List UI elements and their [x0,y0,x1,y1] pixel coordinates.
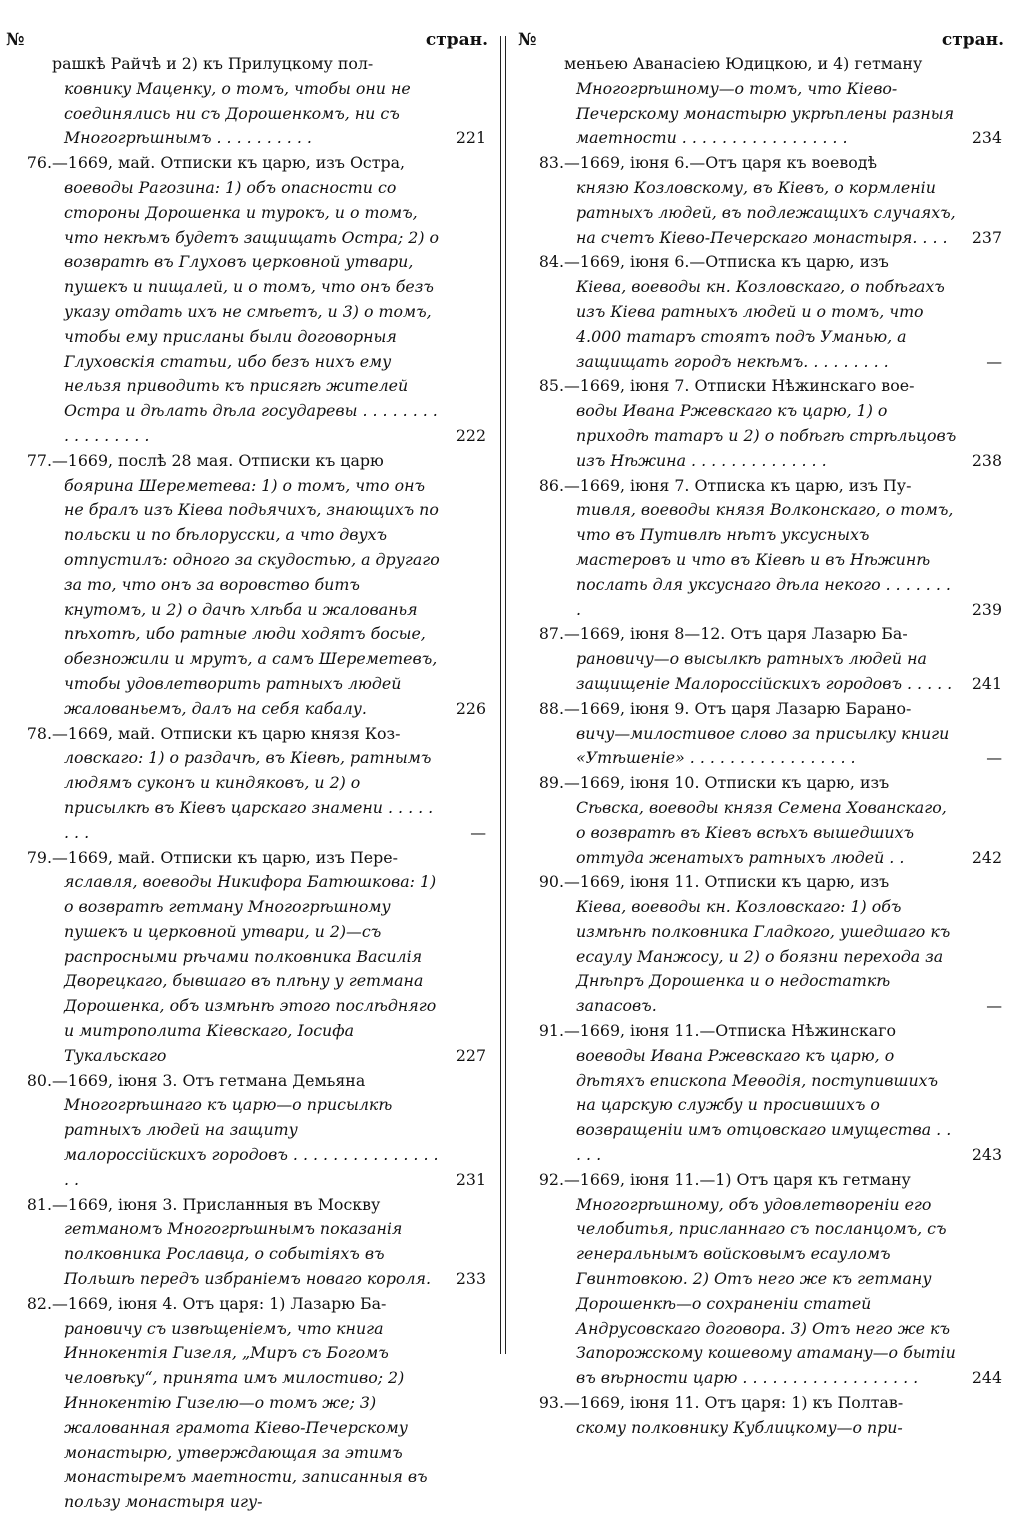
entry-first-line: —1669, май. Отписки къ царю князя Коз- [52,723,401,743]
right-column-header [518,30,1008,52]
entry-page-number: 238 [971,450,1002,470]
entry-number: 79. [26,847,52,867]
entry-description: рановичу—о высылкѣ ратныхъ людей на защищеніе Малороссійскихъ городовъ . . . . . [576,649,953,693]
entry-description: Кіева, воеводы кн. Козловскаго: 1) объ измѣнѣ полковника Гладкого, ушедшаго къ есаулу Манжосу, и 2) о боязни перехода за Днѣпръ Дорошенка и о недостаткѣ запасовъ. [576,897,951,1016]
entry-page-number: 226 [455,698,486,718]
entry-first-line: —1669, іюня 3. Отъ гетмана Демьяна [52,1070,366,1090]
entry-first-line: —1669, іюня 7. Отписки Нѣжинскаго вое- [564,376,915,396]
entry-first-line: —1669, іюня 11. Отписки къ царю, изъ [564,872,890,892]
entry-page-number: 233 [455,1269,486,1289]
entry-page-number: 244 [971,1368,1002,1388]
entry-description: боярина Шереметева: 1) о томъ, что онъ не бралъ изъ Кіева подьячихъ, знающихъ по польски и по бѣлорусски, а что двухъ отпустилъ: одного за скудостью, а другаго за то, что онъ за воровство битъ кнутомъ, и 2) о дачѣ хлѣба и жалованья пѣхотѣ, ибо ратные люди ходятъ босые, обезножили и мрутъ, а самъ Шереметевъ, чтобы удовлетворить ратныхъ людей жалованьемъ, далъ на себя кабалу. [64,475,440,718]
entry-page-number: 237 [971,227,1002,247]
entry-first-line: —1669, май. Отписки къ царю, изъ Пере- [52,847,398,867]
entry-number: 83. [538,153,564,173]
entry-page-number: 222 [455,425,486,445]
entry-page-number: 227 [455,1045,486,1065]
entry-number: 86. [538,475,564,495]
toc-entry [518,250,1008,374]
toc-entry [6,449,492,722]
column-divider [500,36,501,1354]
toc-entry [518,1019,1008,1168]
entry-page-number: 221 [455,128,486,148]
entry-number: 78. [26,723,52,743]
entry-number-heading: № [6,30,25,50]
page-heading: стран. [425,30,488,50]
toc-entry [6,1193,492,1292]
entry-number: 87. [538,624,564,644]
entry-number: 82. [26,1293,52,1313]
entry-description: тивля, воеводы князя Волконскаго, о томъ, что въ Путивлѣ нѣтъ уксусныхъ мастеровъ и что въ Кіевѣ и въ Нѣжинѣ послать для уксуснаго дѣла некого . . . . . . . . [576,500,954,619]
entry-description: рановичу съ извѣщеніемъ, что книга Иннокентія Гизеля, „Миръ съ Богомъ человѣку“, принята имъ милостиво; 2) Иннокентію Гизелю—о томъ же; 3) жалованная грамота Кіево-Печерскому монастырю, утверждающая за этимъ монастыремъ маетности, записанныя въ пользу монастыря игу- [64,1318,428,1512]
entry-page-number: 242 [971,847,1002,867]
entry-number: 89. [538,773,564,793]
entry-number: 90. [538,872,564,892]
entry-first-line: —1669, іюня 11. Отъ царя: 1) къ Полтав- [564,1393,904,1413]
entry-description: воеводы Рагозина: 1) объ опасности со стороны Дорошенка и турокъ, и о томъ, что некѣмъ будетъ защищать Остра; 2) о возвратѣ въ Глуховъ церковной утвари, пушекъ и пищалей, и о томъ, что онъ безъ указу отдать ихъ не смѣетъ, и 3) о томъ, чтобы ему присланы были договорныя Глуховскія статьи, ибо безъ нихъ ему нельзя приводить къ присягѣ жителей Остра и дѣлать дѣла государевы . . . . . . . . . . . . . . . . . [64,177,440,445]
entry-first-line: —1669, іюня 7. Отписка къ царю, изъ Пу- [564,475,912,495]
toc-entry [518,771,1008,870]
entry-description: ковнику Маценку, о томъ, чтобы они не соединялись ни съ Дорошенкомъ, ни съ Многогрѣшнымъ . . . . . . . . . . [64,78,411,148]
right-column [518,30,1008,1441]
entry-page-number: — [470,822,486,842]
entry-number: 92. [538,1169,564,1189]
left-column [6,30,492,1515]
entry-first-line: —1669, послѣ 28 мая. Отписки къ царю [52,450,384,470]
toc-entry [518,374,1008,473]
entry-first-line: —1669, іюня 10. Отписки къ царю, изъ [564,773,890,793]
entry-first-line: —1669, іюня 6.—Отъ царя къ воеводѣ [564,153,878,173]
entry-description: воеводы Ивана Ржевскаго къ царю, о дѣтяхъ епископа Меѳодія, поступившихъ на царскую службу и просившихъ о возвращеніи имъ отцовскаго имущества . . . . . [576,1045,952,1165]
entry-page-number: 241 [971,673,1002,693]
entry-description: Многогрѣшнаго къ царю—о присылкѣ ратныхъ людей на защиту малороссійскихъ городовъ . . . . . . . . . . . . . . . . . [64,1095,439,1189]
entry-page-number: 231 [455,1169,486,1189]
entry-first-line: —1669, іюня 11.—Отписка Нѣжинскаго [564,1021,897,1041]
entry-number: 91. [538,1021,564,1041]
entry-first-line: —1669, іюня 11.—1) Отъ царя къ гетману [564,1169,911,1189]
entry-page-number: 234 [971,128,1002,148]
entry-number-heading: № [518,30,537,50]
entry-description: воды Ивана Ржевскаго къ царю, 1) о приходѣ татаръ и 2) о побѣгѣ стрѣльцовъ изъ Нѣжина . . . . . . . . . . . . . . [576,401,957,470]
toc-entry [518,1168,1008,1391]
entry-description: князю Козловскому, въ Кіевъ, о кормленіи ратныхъ людей, въ подлежащихъ случаяхъ, на счетъ Кіево-Печерскаго монастыря. . . . [576,177,956,247]
entry-first-line: —1669, іюня 6.—Отписка къ царю, изъ [564,252,889,272]
entry-number: 88. [538,698,564,718]
entry-first-line: рашкѣ Райчѣ и 2) къ Прилуцкому пол- [52,54,374,73]
toc-entry [6,1069,492,1193]
toc-entry [6,151,492,449]
entry-first-line: —1669, іюня 3. Присланныя въ Москву [52,1194,381,1214]
right-entries [518,52,1008,1441]
entry-number: 77. [26,450,52,470]
entry-number: 93. [538,1393,564,1413]
entry-page-number: — [986,748,1002,768]
left-column-header [6,30,492,52]
entry-description: Многогрѣшному, объ удовлетвореніи его челобитья, присланнаго съ посланцомъ, съ генеральнымъ войсковымъ есауломъ Гвинтовкою. 2) Отъ него же къ гетману Дорошенкѣ—о сохраненіи статей Андрусовскаго договора. 3) Отъ него же къ Запорожскому кошевому атаману—о бытіи въ вѣрности царю . . . . . . . . . . . . . . . . . . [576,1194,956,1388]
toc-entry [518,474,1008,623]
entry-number: 84. [538,252,564,272]
entry-first-line: —1669, іюня 4. Отъ царя: 1) Лазарю Ба- [52,1293,387,1313]
entry-description: Кіева, воеводы кн. Козловскаго, о побѣгахъ изъ Кіева ратныхъ людей и о томъ, что 4.000 татаръ стоятъ подъ Уманью, а защищать городъ некѣмъ. . . . . . . . . [576,277,945,371]
entry-description: вичу—милостивое слово за присылку книги «Утѣшеніе» . . . . . . . . . . . . . . . . . [576,723,950,768]
page-heading: стран. [941,30,1004,50]
toc-entry [6,846,492,1069]
toc-entry [518,1391,1008,1441]
entry-description: скому полковнику Кублицкому—о при- [576,1417,903,1437]
entry-description: Многогрѣшному—о томъ, что Кіево-Печерскому монастырю укрѣплены разныя маетности . . . . . . . . . . . . . . . . . [576,78,955,148]
entry-number: 85. [538,376,564,396]
entry-first-line: —1669, май. Отписки къ царю, изъ Остра, [52,153,406,173]
entry-page-number: 239 [971,599,1002,619]
entry-description: яславля, воеводы Никифора Батюшкова: 1) о возвратѣ гетману Многогрѣшному пушекъ и церковной утвари, и 2)—съ распросными рѣчами полковника Василія Дворецкаго, бывшаго въ плѣну у гетмана Дорошенка, объ измѣнѣ этого послѣдняго и митрополита Кіевскаго, Іосифа Тукальскаго [64,872,437,1065]
toc-entry [518,697,1008,771]
entry-number: 76. [26,153,52,173]
entry-number: 80. [26,1070,52,1090]
column-divider [505,36,506,1354]
entry-first-line: меньею Аванасіею Юдицкою, и 4) гетману [564,54,923,73]
toc-entry [518,622,1008,696]
entry-page-number: — [986,996,1002,1016]
toc-entry [6,722,492,846]
entry-first-line: —1669, іюня 9. Отъ царя Лазарю Барано- [564,698,912,718]
toc-entry [6,52,492,151]
entry-number: 81. [26,1194,52,1214]
entry-description: гетманомъ Многогрѣшнымъ показанія полковника Рославца, о событіяхъ въ Польшѣ передъ избраніемъ новаго короля. [64,1219,431,1289]
entry-page-number: — [986,351,1002,371]
entry-description: ловскаго: 1) о раздачѣ, въ Кіевѣ, ратнымъ людямъ суконъ и киндяковъ, и 2) о присылкѣ въ Кіевъ царскаго знамени . . . . . . . . [64,748,434,842]
toc-entry [518,870,1008,1019]
entry-description: Сѣвска, воеводы князя Семена Хованскаго, о возвратѣ въ Кіевъ всѣхъ вышедшихъ оттуда женатыхъ ратныхъ людей . . [576,797,947,867]
entry-first-line: —1669, іюня 8—12. Отъ царя Лазарю Ба- [564,624,908,644]
toc-entry [518,52,1008,151]
entry-page-number: 243 [971,1145,1002,1165]
toc-entry [6,1292,492,1515]
left-entries [6,52,492,1515]
toc-entry [518,151,1008,250]
